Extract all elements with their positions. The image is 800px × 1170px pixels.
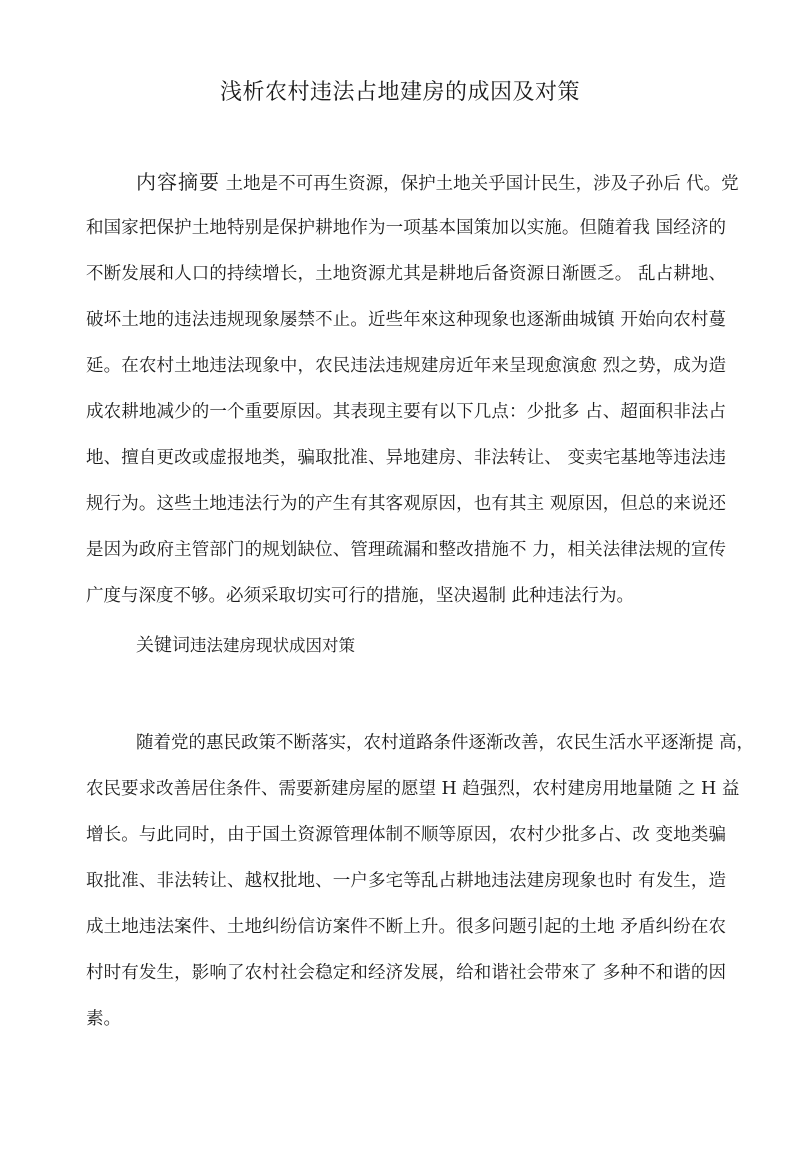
body-line: 成土地违法案件、土地纠纷信访案件不断上升。很多问题引起的土地 矛盾纠纷在农 — [86, 917, 726, 937]
abstract-line: 成农耕地减少的一个重要原因。其表现主要有以下几点：少批多 占、超面积非法占 — [86, 402, 726, 422]
body-line: 增长。与此同时，由于国土资源管理体制不顺等原因，农村少批多占、改 变地类骗 — [86, 825, 726, 845]
keywords-text: 违法建房现状成因对策 — [190, 636, 355, 655]
keywords-line — [136, 631, 355, 661]
body-paragraph — [86, 720, 755, 1042]
body-line: 素。 — [86, 1009, 121, 1029]
abstract-line: 和国家把保护土地特别是保护耕地作为一项基本国策加以实施。但随着我 国经济的 — [86, 218, 726, 238]
abstract-line — [86, 159, 739, 205]
body-line: 取批准、非法转让、越权批地、一户多宅等乱占耕地违法建房现象也时 有发生，造 — [86, 871, 726, 891]
page-title: 浅析农村违法占地建房的成因及对策 — [219, 80, 580, 105]
abstract-line: 是因为政府主管部门的规划缺位、管理疏漏和整改措施不 力，相关法律法规的宣传 — [86, 540, 726, 560]
keywords-label: 关键词 — [136, 635, 190, 656]
abstract-line: 不断发展和人口的持续增长，土地资源尤其是耕地后备资源日渐匮乏。 乱占耕地、 — [86, 264, 726, 284]
abstract-line: 广度与深度不够。必须采取切实可行的措施，坚决遏制 此种违法行为。 — [86, 586, 635, 606]
body-line: 随着党的惠民政策不断落实，农村道路条件逐渐改善，农民生活水平逐渐提 高， — [136, 733, 755, 753]
abstract-line: 规行为。这些土地违法行为的产生有其客观原因，也有其主 观原因，但总的来说还 — [86, 494, 726, 514]
abstract-line-text: 土地是不可再生资源，保护土地关乎国计民生，涉及子孙后 代。党 — [225, 174, 739, 194]
abstract-label: 内容摘要 — [136, 170, 220, 194]
body-line: 农民要求改善居住条件、需要新建房屋的愿望 H 趋强烈，农村建房用地量随 之 H 益 — [86, 779, 740, 799]
abstract-line: 地、擅自更改或虚报地类，骗取批准、异地建房、非法转让、 变卖宅基地等违法违 — [86, 448, 726, 468]
abstract-section — [86, 159, 739, 619]
abstract-line: 延。在农村土地违法现象中，农民违法违规建房近年来呈现愈演愈 烈之势，成为造 — [86, 356, 726, 376]
body-line: 村时有发生，影响了农村社会稳定和经济发展，给和谐社会带來了 多种不和谐的因 — [86, 963, 726, 983]
abstract-line: 破坏土地的违法违规现象屡禁不止。近些年來这种现象也逐渐曲城镇 开始向农村蔓 — [86, 310, 726, 330]
